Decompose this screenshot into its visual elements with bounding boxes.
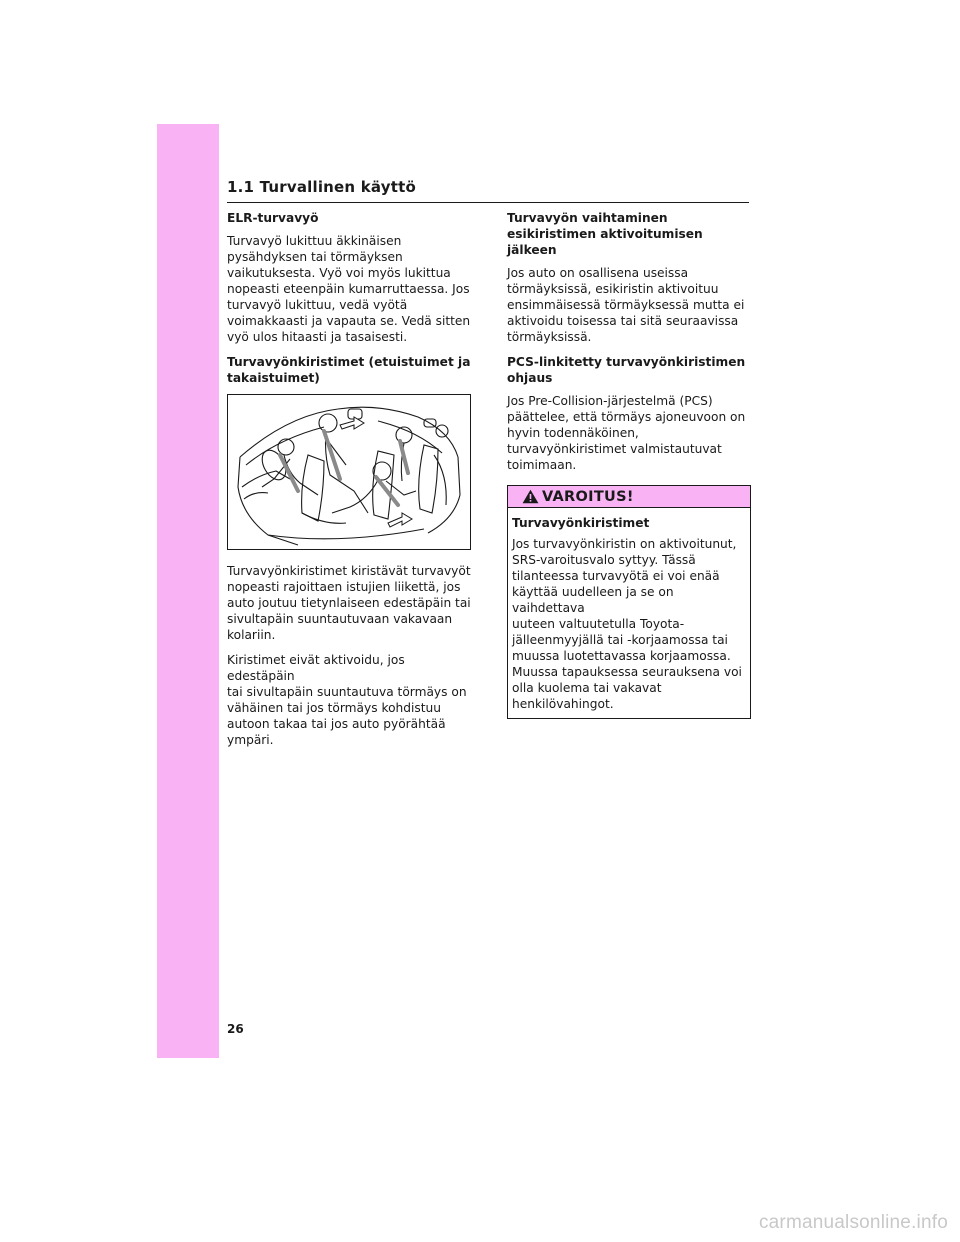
left-column — [227, 210, 471, 757]
seatbelt-illustration — [227, 394, 471, 550]
watermark: carmanualsonline.info — [758, 1212, 948, 1233]
pretensioner-heading: Turvavyönkiristimet (etuistuimet ja takaistuimet) — [227, 355, 471, 385]
warning-body — [508, 508, 750, 718]
section-header — [227, 178, 749, 203]
pcs-paragraph: Jos Pre-Collision-järjestelmä (PCS) päättelee, että törmäys ajoneuvoon on hyvin todennäköinen, turvavyönkiristimet valmistautuvat toimimaan. — [507, 394, 746, 472]
chapter-side-tab — [157, 124, 219, 1058]
warning-box — [507, 485, 751, 719]
elr-paragraph: Turvavyö lukittuu äkkinäisen pysähdyksen tai törmäyksen vaikutuksesta. Vyö voi myös lukittua nopeasti eteenpäin kumarruttaessa. Jos turvavyö lukittuu, vedä vyötä voimakkaasti ja vapauta se. Vedä sitten vyö ulos hitaasti ja tasaisesti. — [227, 234, 471, 344]
car-interior-drawing — [228, 395, 470, 549]
warning-title: VAROITUS! — [542, 488, 634, 505]
warning-triangle-icon — [522, 489, 539, 504]
page-number: 26 — [227, 1022, 244, 1036]
pcs-heading: PCS-linkitetty turvavyönkiristimen ohjaus — [507, 355, 746, 385]
activation-paragraph: Kiristimet eivät aktivoidu, jos edestäpäin tai sivultapäin suuntautuva törmäys on vähäinen tai jos törmäys kohdistuu autoon takaa tai jos auto pyörähtää ympäri. — [227, 653, 467, 747]
section-title: 1.1 Turvallinen käyttö — [227, 178, 416, 196]
warning-subtitle: Turvavyönkiristimet — [512, 516, 650, 530]
pretensioner-paragraph: Turvavyönkiristimet kiristävät turvavyöt nopeasti rajoittaen istujien liikettä, jos auto joutuu tietynlaiseen edestäpäin tai sivultapäin suuntautuvaan vakavaan kolariin. — [227, 564, 471, 642]
warning-header — [508, 486, 750, 508]
right-column — [507, 210, 751, 719]
replacement-heading: Turvavyön vaihtaminen esikiristimen aktivoitumisen jälkeen — [507, 211, 703, 257]
replacement-paragraph: Jos auto on osallisena useissa törmäyksissä, esikiristin aktivoituu ensimmäisessä törmäyksessä mutta ei aktivoidu toisessa tai sitä seuraavissa törmäyksissä. — [507, 266, 745, 344]
elr-heading: ELR-turvavyö — [227, 211, 319, 225]
warning-text: Jos turvavyönkiristin on aktivoitunut, SRS-varoitusvalo syttyy. Tässä tilanteessa turvavyötä ei voi enää käyttää uudelleen ja se on vaihdettava uuteen valtuutetulla Toyota- jälleenmyyjällä tai -korjaamossa tai muussa luotettavassa korjaamossa. Muussa tapauksessa seurauksena voi olla kuolema tai vakavat henkilövahingot. — [512, 537, 742, 711]
